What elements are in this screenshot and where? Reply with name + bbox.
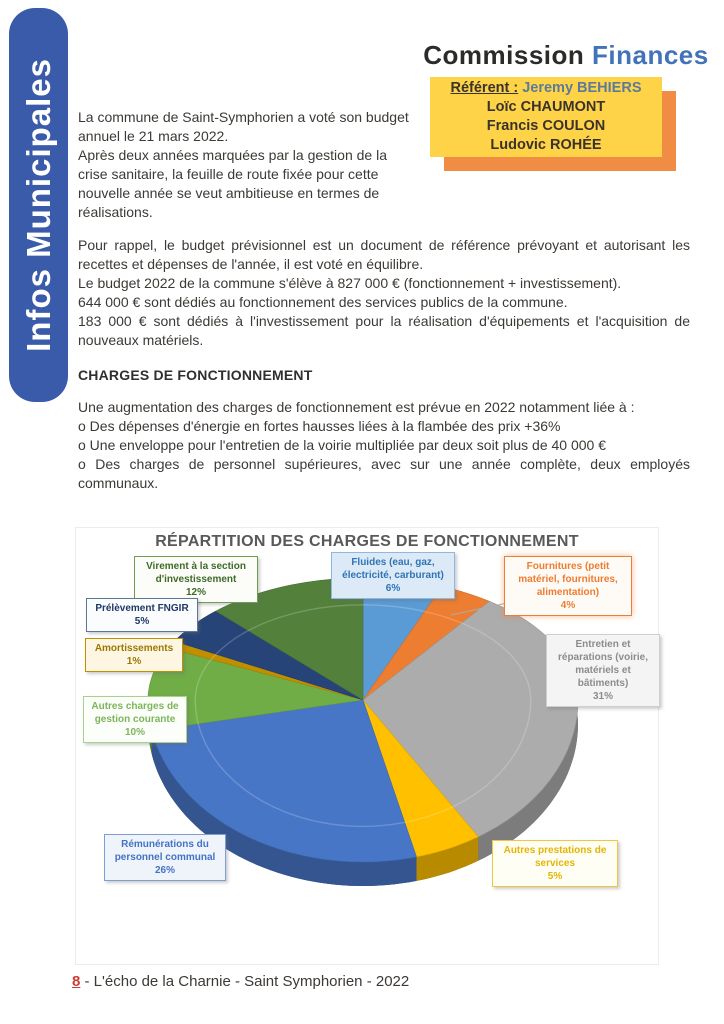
chart-label-virement-investissement — [134, 556, 258, 603]
chart-label-amortissements — [85, 638, 183, 672]
intro-paragraph — [78, 108, 416, 222]
label-line: Fluides (eau, gaz, — [351, 557, 435, 568]
chart-label-autres-prestations — [492, 840, 618, 887]
page-number: 8 — [72, 973, 81, 990]
label-line: d'investissement — [155, 574, 237, 585]
budget-line: 644 000 € sont dédiés au fonctionnement des services publics de la commune. — [78, 294, 568, 310]
label-line: matériel, fournitures, — [518, 574, 618, 585]
label-line: Fournitures (petit — [526, 561, 610, 572]
intro-line: Après deux années marquées par la gestion de la crise sanitaire, la feuille de route fixée pour cette nouvelle année se veut ambitieuse en termes de réalisations. — [78, 147, 387, 220]
label-value: 26% — [154, 865, 175, 876]
referent-box — [430, 77, 662, 157]
charges-bullet: o Des dépenses d'énergie en fortes hausses liées à la flambée des prix +36% — [78, 418, 561, 434]
label-value: 12% — [185, 587, 206, 598]
sidebar-banner — [9, 8, 68, 402]
page-footer — [72, 973, 409, 990]
member-name: Francis COULON — [486, 118, 606, 134]
member-name: Loïc CHAUMONT — [486, 99, 606, 115]
label-value: 5% — [134, 616, 150, 627]
label-value: 1% — [126, 656, 142, 667]
label-line: Amortissements — [94, 643, 174, 654]
label-line: Entretien et — [575, 639, 631, 650]
chart-label-fngir — [86, 598, 198, 632]
charges-intro: Une augmentation des charges de fonctionnement est prévue en 2022 notamment liée à : — [78, 399, 635, 415]
label-line: Autres prestations de — [503, 845, 607, 856]
label-line: alimentation) — [536, 587, 600, 598]
page-title-commission: Commission — [423, 40, 585, 70]
label-line: bâtiments) — [577, 678, 629, 689]
intro-line: La commune de Saint-Symphorien a voté son budget annuel le 21 mars 2022. — [78, 109, 409, 144]
referent-line — [430, 79, 662, 98]
label-value: 4% — [560, 600, 576, 611]
label-value: 10% — [124, 727, 145, 738]
charges-paragraph — [78, 398, 690, 493]
chart-title: RÉPARTITION DES CHARGES DE FONCTIONNEMENT — [155, 533, 579, 550]
referent-box-content — [430, 77, 662, 157]
budget-paragraph — [78, 236, 690, 350]
chart-label-fournitures — [504, 556, 632, 616]
chart-label-remunerations — [104, 834, 226, 881]
label-line: Prélèvement FNGIR — [95, 603, 189, 614]
referent-label: Référent : — [450, 80, 519, 96]
member-name: Ludovic ROHÉE — [490, 137, 602, 153]
label-value: 5% — [547, 871, 563, 882]
footer-text: - L'écho de la Charnie - Saint Symphorien - 2022 — [84, 973, 410, 990]
label-line: Virement à la section — [146, 561, 246, 572]
label-value: 6% — [385, 583, 401, 594]
budget-line: Pour rappel, le budget prévisionnel est un document de référence prévoyant et autorisant les recettes et dépenses de l'année, il est voté en équilibre. — [78, 237, 690, 272]
chart-label-fluides — [331, 552, 455, 599]
referent-name: Jeremy BEHIERS — [522, 80, 642, 96]
label-line: Autres charges de — [91, 701, 179, 712]
label-line: services — [534, 858, 576, 869]
pie-chart-panel — [75, 527, 659, 965]
charges-bullet: o Une enveloppe pour l'entretien de la voirie multipliée par deux soit plus de 40 000 € — [78, 437, 607, 453]
label-line: personnel communal — [114, 852, 216, 863]
label-line: électricité, carburant) — [342, 570, 444, 581]
section-heading: CHARGES DE FONCTIONNEMENT — [78, 367, 313, 383]
budget-line: 183 000 € sont dédiés à l'investissement pour la réalisation d'équipements et l'acquisition de nouveaux matériels. — [78, 313, 690, 348]
page-title — [420, 40, 712, 71]
budget-line: Le budget 2022 de la commune s'élève à 827 000 € (fonctionnement + investissement). — [78, 275, 622, 291]
sidebar-label: Infos Municipales — [19, 58, 57, 352]
chart-label-entretien — [546, 634, 660, 707]
label-value: 31% — [592, 691, 613, 702]
page-title-finances: Finances — [592, 40, 709, 70]
charges-bullet: o Des charges de personnel supérieures, avec sur une année complète, deux employés communaux. — [78, 456, 690, 491]
label-line: réparations (voirie, — [557, 652, 649, 663]
label-line: matériels et — [575, 665, 631, 676]
label-line: gestion courante — [94, 714, 176, 725]
label-line: Rémunérations du — [121, 839, 209, 850]
chart-label-autres-charges — [83, 696, 187, 743]
